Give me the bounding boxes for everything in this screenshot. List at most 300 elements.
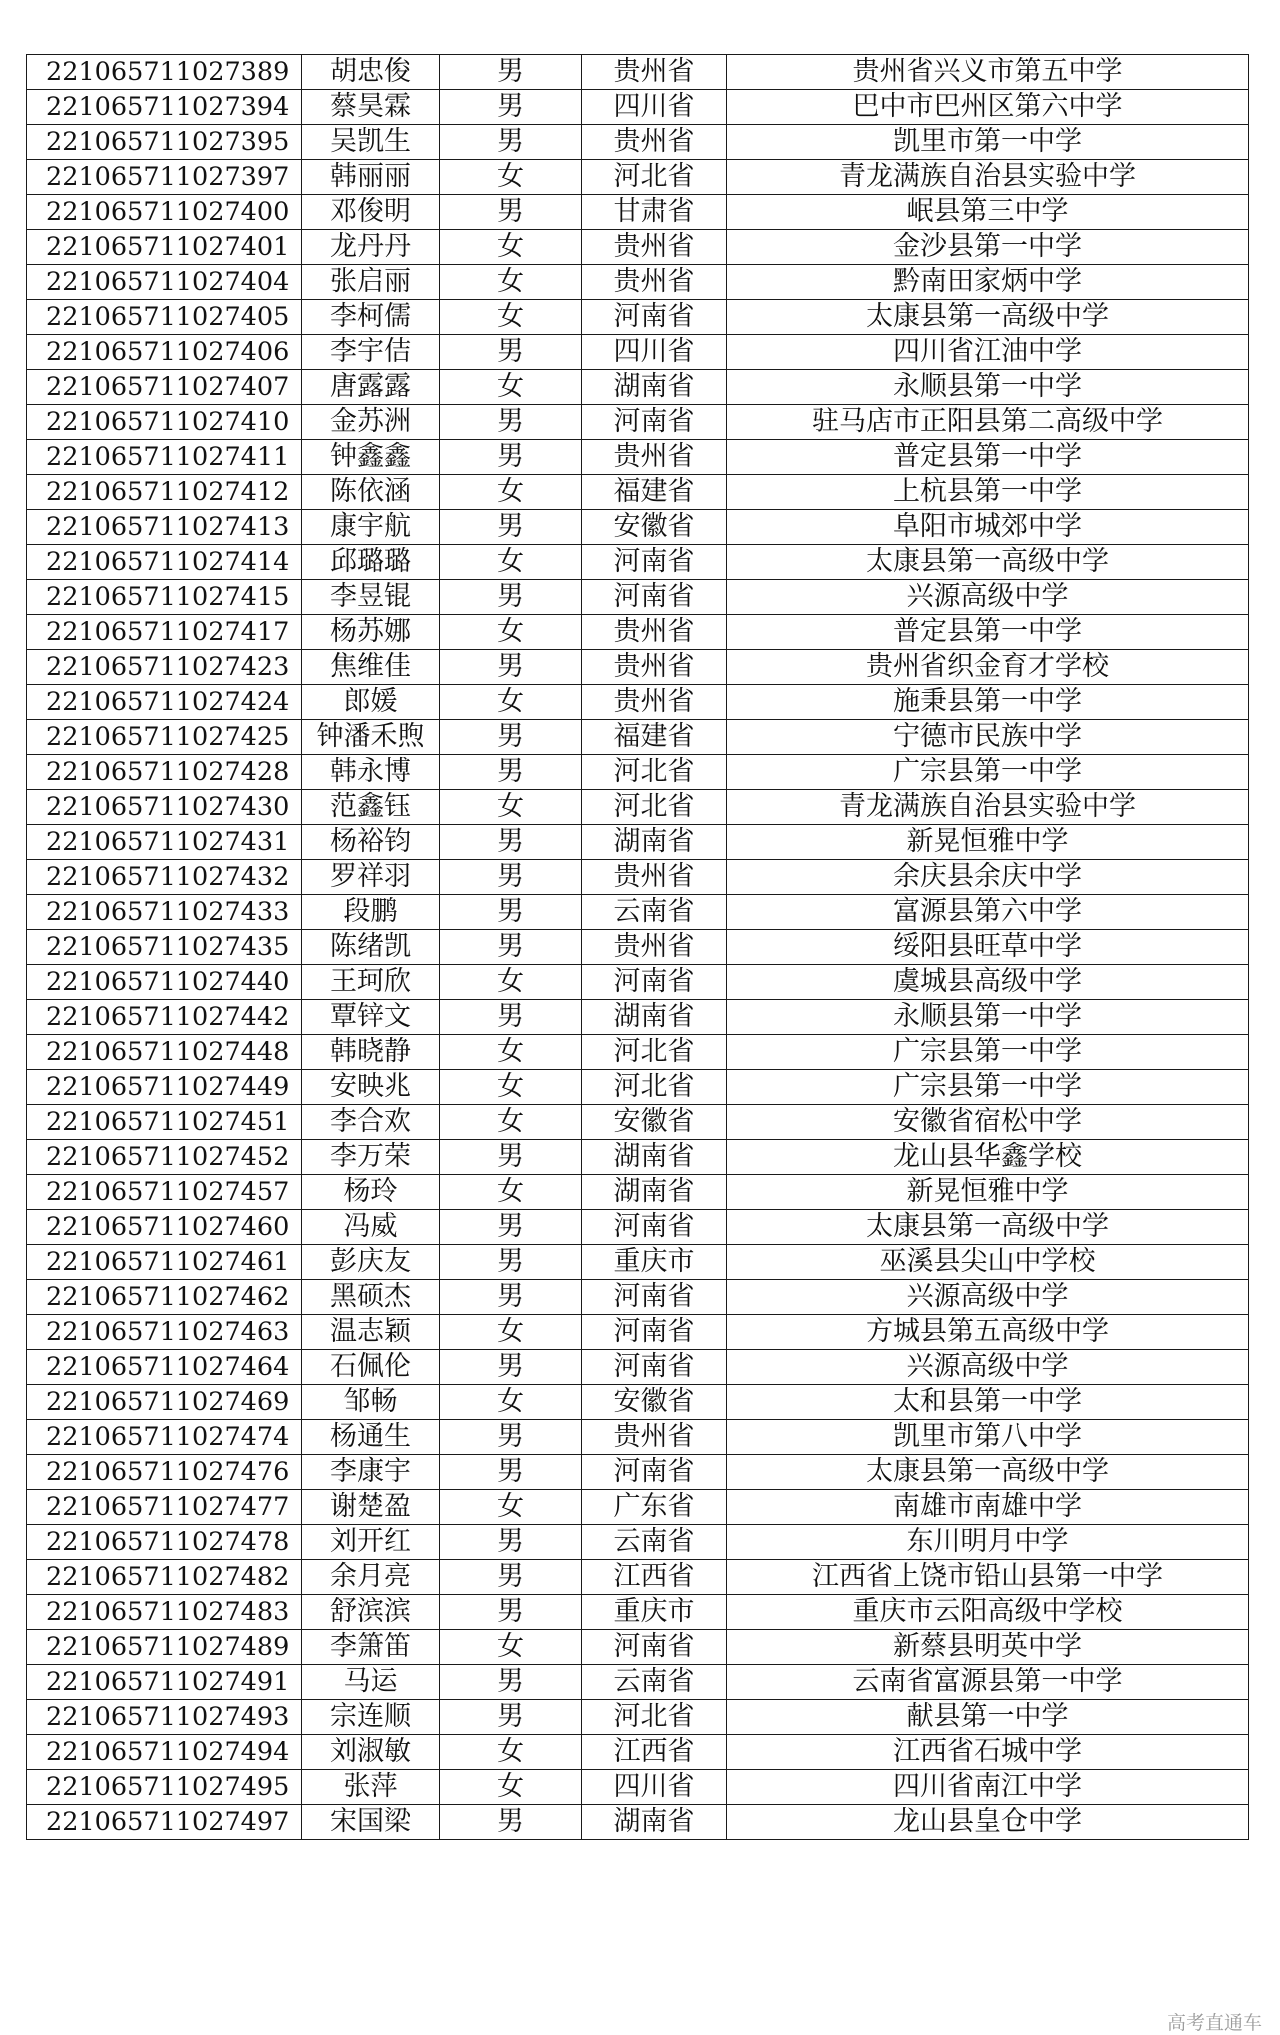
province-cell: 重庆市 xyxy=(582,1245,727,1280)
province-cell: 湖南省 xyxy=(582,825,727,860)
province-cell: 安徽省 xyxy=(582,1385,727,1420)
province-cell: 湖南省 xyxy=(582,1175,727,1210)
name-cell: 杨玲 xyxy=(302,1175,440,1210)
province-cell: 河北省 xyxy=(582,1035,727,1070)
table-row xyxy=(27,720,1249,755)
exam-id-cell: 221065711027440 xyxy=(27,965,302,1000)
name-cell: 吴凯生 xyxy=(302,125,440,160)
school-cell: 青龙满族自治县实验中学 xyxy=(727,790,1249,825)
table-row xyxy=(27,685,1249,720)
table-row xyxy=(27,1315,1249,1350)
exam-id-cell: 221065711027449 xyxy=(27,1070,302,1105)
school-cell: 太康县第一高级中学 xyxy=(727,300,1249,335)
gender-cell: 女 xyxy=(440,685,582,720)
gender-cell: 男 xyxy=(440,335,582,370)
name-cell: 马运 xyxy=(302,1665,440,1700)
school-cell: 金沙县第一中学 xyxy=(727,230,1249,265)
province-cell: 贵州省 xyxy=(582,1420,727,1455)
exam-id-cell: 221065711027463 xyxy=(27,1315,302,1350)
school-cell: 太康县第一高级中学 xyxy=(727,545,1249,580)
exam-id-cell: 221065711027483 xyxy=(27,1595,302,1630)
name-cell: 李合欢 xyxy=(302,1105,440,1140)
gender-cell: 女 xyxy=(440,545,582,580)
gender-cell: 男 xyxy=(440,1455,582,1490)
table-row xyxy=(27,1490,1249,1525)
table-row xyxy=(27,1245,1249,1280)
school-cell: 兴源高级中学 xyxy=(727,580,1249,615)
table-row xyxy=(27,230,1249,265)
gender-cell: 男 xyxy=(440,580,582,615)
school-cell: 普定县第一中学 xyxy=(727,615,1249,650)
province-cell: 贵州省 xyxy=(582,930,727,965)
name-cell: 李昱锟 xyxy=(302,580,440,615)
exam-id-cell: 221065711027452 xyxy=(27,1140,302,1175)
gender-cell: 女 xyxy=(440,790,582,825)
name-cell: 韩晓静 xyxy=(302,1035,440,1070)
school-cell: 宁德市民族中学 xyxy=(727,720,1249,755)
province-cell: 四川省 xyxy=(582,1770,727,1805)
school-cell: 永顺县第一中学 xyxy=(727,370,1249,405)
table-row xyxy=(27,1630,1249,1665)
school-cell: 安徽省宿松中学 xyxy=(727,1105,1249,1140)
name-cell: 邓俊明 xyxy=(302,195,440,230)
table-row xyxy=(27,965,1249,1000)
school-cell: 云南省富源县第一中学 xyxy=(727,1665,1249,1700)
school-cell: 太康县第一高级中学 xyxy=(727,1455,1249,1490)
school-cell: 富源县第六中学 xyxy=(727,895,1249,930)
exam-id-cell: 221065711027423 xyxy=(27,650,302,685)
province-cell: 河南省 xyxy=(582,545,727,580)
province-cell: 江西省 xyxy=(582,1735,727,1770)
school-cell: 兴源高级中学 xyxy=(727,1350,1249,1385)
name-cell: 张启丽 xyxy=(302,265,440,300)
exam-id-cell: 221065711027476 xyxy=(27,1455,302,1490)
name-cell: 覃锌文 xyxy=(302,1000,440,1035)
province-cell: 湖南省 xyxy=(582,1805,727,1840)
exam-id-cell: 221065711027491 xyxy=(27,1665,302,1700)
school-cell: 施秉县第一中学 xyxy=(727,685,1249,720)
exam-id-cell: 221065711027431 xyxy=(27,825,302,860)
exam-id-cell: 221065711027404 xyxy=(27,265,302,300)
exam-id-cell: 221065711027406 xyxy=(27,335,302,370)
exam-id-cell: 221065711027462 xyxy=(27,1280,302,1315)
exam-id-cell: 221065711027448 xyxy=(27,1035,302,1070)
school-cell: 四川省南江中学 xyxy=(727,1770,1249,1805)
table-row xyxy=(27,1560,1249,1595)
name-cell: 罗祥羽 xyxy=(302,860,440,895)
gender-cell: 女 xyxy=(440,160,582,195)
name-cell: 唐露露 xyxy=(302,370,440,405)
name-cell: 刘开红 xyxy=(302,1525,440,1560)
province-cell: 安徽省 xyxy=(582,510,727,545)
gender-cell: 女 xyxy=(440,965,582,1000)
exam-id-cell: 221065711027442 xyxy=(27,1000,302,1035)
exam-id-cell: 221065711027489 xyxy=(27,1630,302,1665)
table-row xyxy=(27,1525,1249,1560)
exam-id-cell: 221065711027389 xyxy=(27,55,302,90)
name-cell: 金苏洲 xyxy=(302,405,440,440)
exam-id-cell: 221065711027415 xyxy=(27,580,302,615)
gender-cell: 男 xyxy=(440,1210,582,1245)
name-cell: 杨裕钧 xyxy=(302,825,440,860)
exam-id-cell: 221065711027430 xyxy=(27,790,302,825)
name-cell: 余月亮 xyxy=(302,1560,440,1595)
province-cell: 河南省 xyxy=(582,1280,727,1315)
name-cell: 钟鑫鑫 xyxy=(302,440,440,475)
gender-cell: 男 xyxy=(440,90,582,125)
province-cell: 河南省 xyxy=(582,1315,727,1350)
gender-cell: 男 xyxy=(440,1245,582,1280)
table-row xyxy=(27,1665,1249,1700)
province-cell: 贵州省 xyxy=(582,265,727,300)
name-cell: 黑硕杰 xyxy=(302,1280,440,1315)
table-row xyxy=(27,90,1249,125)
table-row xyxy=(27,510,1249,545)
name-cell: 张萍 xyxy=(302,1770,440,1805)
table-row xyxy=(27,545,1249,580)
province-cell: 福建省 xyxy=(582,720,727,755)
gender-cell: 男 xyxy=(440,930,582,965)
table-row xyxy=(27,1700,1249,1735)
gender-cell: 男 xyxy=(440,55,582,90)
name-cell: 石佩伦 xyxy=(302,1350,440,1385)
exam-id-cell: 221065711027428 xyxy=(27,755,302,790)
name-cell: 杨苏娜 xyxy=(302,615,440,650)
school-cell: 太康县第一高级中学 xyxy=(727,1210,1249,1245)
school-cell: 青龙满族自治县实验中学 xyxy=(727,160,1249,195)
exam-id-cell: 221065711027435 xyxy=(27,930,302,965)
gender-cell: 女 xyxy=(440,1490,582,1525)
exam-id-cell: 221065711027413 xyxy=(27,510,302,545)
name-cell: 杨通生 xyxy=(302,1420,440,1455)
table-row xyxy=(27,1035,1249,1070)
watermark-text: 高考直通车 xyxy=(1166,2012,1262,2034)
gender-cell: 女 xyxy=(440,1175,582,1210)
gender-cell: 男 xyxy=(440,1350,582,1385)
exam-id-cell: 221065711027464 xyxy=(27,1350,302,1385)
table-row xyxy=(27,825,1249,860)
name-cell: 李箫笛 xyxy=(302,1630,440,1665)
exam-id-cell: 221065711027433 xyxy=(27,895,302,930)
gender-cell: 女 xyxy=(440,300,582,335)
province-cell: 贵州省 xyxy=(582,685,727,720)
exam-id-cell: 221065711027395 xyxy=(27,125,302,160)
exam-id-cell: 221065711027497 xyxy=(27,1805,302,1840)
gender-cell: 男 xyxy=(440,125,582,160)
gender-cell: 男 xyxy=(440,405,582,440)
table-row xyxy=(27,55,1249,90)
province-cell: 安徽省 xyxy=(582,1105,727,1140)
gender-cell: 女 xyxy=(440,1035,582,1070)
province-cell: 四川省 xyxy=(582,90,727,125)
exam-id-cell: 221065711027469 xyxy=(27,1385,302,1420)
table-row xyxy=(27,1595,1249,1630)
gender-cell: 女 xyxy=(440,615,582,650)
exam-id-cell: 221065711027401 xyxy=(27,230,302,265)
exam-id-cell: 221065711027494 xyxy=(27,1735,302,1770)
table-row xyxy=(27,755,1249,790)
table-row xyxy=(27,405,1249,440)
province-cell: 贵州省 xyxy=(582,55,727,90)
gender-cell: 男 xyxy=(440,1000,582,1035)
province-cell: 广东省 xyxy=(582,1490,727,1525)
name-cell: 刘淑敏 xyxy=(302,1735,440,1770)
school-cell: 新晃恒雅中学 xyxy=(727,1175,1249,1210)
table-row xyxy=(27,1805,1249,1840)
province-cell: 河北省 xyxy=(582,1700,727,1735)
name-cell: 段鹏 xyxy=(302,895,440,930)
table-row xyxy=(27,615,1249,650)
roster-sheet xyxy=(26,54,1248,1840)
province-cell: 福建省 xyxy=(582,475,727,510)
name-cell: 李康宇 xyxy=(302,1455,440,1490)
school-cell: 龙山县皇仓中学 xyxy=(727,1805,1249,1840)
school-cell: 广宗县第一中学 xyxy=(727,755,1249,790)
school-cell: 广宗县第一中学 xyxy=(727,1035,1249,1070)
province-cell: 重庆市 xyxy=(582,1595,727,1630)
province-cell: 贵州省 xyxy=(582,125,727,160)
name-cell: 龙丹丹 xyxy=(302,230,440,265)
table-row xyxy=(27,160,1249,195)
table-row xyxy=(27,790,1249,825)
exam-id-cell: 221065711027425 xyxy=(27,720,302,755)
table-row xyxy=(27,300,1249,335)
name-cell: 安映兆 xyxy=(302,1070,440,1105)
province-cell: 河南省 xyxy=(582,1630,727,1665)
school-cell: 岷县第三中学 xyxy=(727,195,1249,230)
exam-id-cell: 221065711027394 xyxy=(27,90,302,125)
gender-cell: 女 xyxy=(440,1735,582,1770)
school-cell: 重庆市云阳高级中学校 xyxy=(727,1595,1249,1630)
province-cell: 云南省 xyxy=(582,895,727,930)
name-cell: 舒滨滨 xyxy=(302,1595,440,1630)
table-row xyxy=(27,1175,1249,1210)
table-row xyxy=(27,370,1249,405)
gender-cell: 男 xyxy=(440,510,582,545)
exam-id-cell: 221065711027451 xyxy=(27,1105,302,1140)
table-row xyxy=(27,650,1249,685)
exam-id-cell: 221065711027414 xyxy=(27,545,302,580)
gender-cell: 男 xyxy=(440,1420,582,1455)
exam-id-cell: 221065711027493 xyxy=(27,1700,302,1735)
school-cell: 巫溪县尖山中学校 xyxy=(727,1245,1249,1280)
exam-id-cell: 221065711027477 xyxy=(27,1490,302,1525)
gender-cell: 女 xyxy=(440,475,582,510)
province-cell: 河南省 xyxy=(582,300,727,335)
gender-cell: 男 xyxy=(440,650,582,685)
gender-cell: 女 xyxy=(440,1070,582,1105)
gender-cell: 男 xyxy=(440,860,582,895)
gender-cell: 女 xyxy=(440,265,582,300)
province-cell: 贵州省 xyxy=(582,440,727,475)
table-row xyxy=(27,125,1249,160)
gender-cell: 男 xyxy=(440,1595,582,1630)
table-row xyxy=(27,930,1249,965)
table-row xyxy=(27,580,1249,615)
school-cell: 江西省上饶市铅山县第一中学 xyxy=(727,1560,1249,1595)
gender-cell: 男 xyxy=(440,195,582,230)
school-cell: 南雄市南雄中学 xyxy=(727,1490,1249,1525)
gender-cell: 女 xyxy=(440,1385,582,1420)
province-cell: 四川省 xyxy=(582,335,727,370)
gender-cell: 男 xyxy=(440,1665,582,1700)
table-row xyxy=(27,1770,1249,1805)
name-cell: 焦维佳 xyxy=(302,650,440,685)
school-cell: 阜阳市城郊中学 xyxy=(727,510,1249,545)
exam-id-cell: 221065711027495 xyxy=(27,1770,302,1805)
name-cell: 康宇航 xyxy=(302,510,440,545)
table-row xyxy=(27,1140,1249,1175)
table-row xyxy=(27,1000,1249,1035)
exam-id-cell: 221065711027407 xyxy=(27,370,302,405)
gender-cell: 女 xyxy=(440,1315,582,1350)
school-cell: 黔南田家炳中学 xyxy=(727,265,1249,300)
school-cell: 四川省江油中学 xyxy=(727,335,1249,370)
student-table xyxy=(26,54,1249,1840)
exam-id-cell: 221065711027461 xyxy=(27,1245,302,1280)
table-row xyxy=(27,1210,1249,1245)
school-cell: 贵州省兴义市第五中学 xyxy=(727,55,1249,90)
province-cell: 河北省 xyxy=(582,755,727,790)
gender-cell: 女 xyxy=(440,230,582,265)
gender-cell: 男 xyxy=(440,720,582,755)
province-cell: 河南省 xyxy=(582,405,727,440)
school-cell: 广宗县第一中学 xyxy=(727,1070,1249,1105)
province-cell: 湖南省 xyxy=(582,1000,727,1035)
school-cell: 新蔡县明英中学 xyxy=(727,1630,1249,1665)
exam-id-cell: 221065711027400 xyxy=(27,195,302,230)
exam-id-cell: 221065711027424 xyxy=(27,685,302,720)
name-cell: 王珂欣 xyxy=(302,965,440,1000)
province-cell: 贵州省 xyxy=(582,860,727,895)
name-cell: 彭庆友 xyxy=(302,1245,440,1280)
province-cell: 云南省 xyxy=(582,1525,727,1560)
name-cell: 冯威 xyxy=(302,1210,440,1245)
name-cell: 李宇佶 xyxy=(302,335,440,370)
student-table-body xyxy=(27,55,1249,1840)
school-cell: 凯里市第一中学 xyxy=(727,125,1249,160)
name-cell: 温志颖 xyxy=(302,1315,440,1350)
province-cell: 河南省 xyxy=(582,1455,727,1490)
school-cell: 上杭县第一中学 xyxy=(727,475,1249,510)
name-cell: 邱璐璐 xyxy=(302,545,440,580)
gender-cell: 男 xyxy=(440,755,582,790)
school-cell: 驻马店市正阳县第二高级中学 xyxy=(727,405,1249,440)
school-cell: 贵州省织金育才学校 xyxy=(727,650,1249,685)
province-cell: 贵州省 xyxy=(582,650,727,685)
exam-id-cell: 221065711027412 xyxy=(27,475,302,510)
table-row xyxy=(27,440,1249,475)
name-cell: 李柯儒 xyxy=(302,300,440,335)
exam-id-cell: 221065711027482 xyxy=(27,1560,302,1595)
table-row xyxy=(27,475,1249,510)
province-cell: 河南省 xyxy=(582,1210,727,1245)
name-cell: 韩永博 xyxy=(302,755,440,790)
school-cell: 绥阳县旺草中学 xyxy=(727,930,1249,965)
school-cell: 龙山县华鑫学校 xyxy=(727,1140,1249,1175)
province-cell: 河南省 xyxy=(582,1350,727,1385)
name-cell: 谢楚盈 xyxy=(302,1490,440,1525)
province-cell: 河南省 xyxy=(582,965,727,1000)
table-row xyxy=(27,195,1249,230)
table-row xyxy=(27,335,1249,370)
name-cell: 邹畅 xyxy=(302,1385,440,1420)
school-cell: 方城县第五高级中学 xyxy=(727,1315,1249,1350)
gender-cell: 女 xyxy=(440,1105,582,1140)
name-cell: 宗连顺 xyxy=(302,1700,440,1735)
exam-id-cell: 221065711027432 xyxy=(27,860,302,895)
name-cell: 范鑫钰 xyxy=(302,790,440,825)
province-cell: 甘肃省 xyxy=(582,195,727,230)
school-cell: 巴中市巴州区第六中学 xyxy=(727,90,1249,125)
name-cell: 韩丽丽 xyxy=(302,160,440,195)
school-cell: 新晃恒雅中学 xyxy=(727,825,1249,860)
school-cell: 普定县第一中学 xyxy=(727,440,1249,475)
table-row xyxy=(27,860,1249,895)
name-cell: 钟潘禾煦 xyxy=(302,720,440,755)
exam-id-cell: 221065711027457 xyxy=(27,1175,302,1210)
school-cell: 永顺县第一中学 xyxy=(727,1000,1249,1035)
school-cell: 余庆县余庆中学 xyxy=(727,860,1249,895)
gender-cell: 女 xyxy=(440,370,582,405)
table-row xyxy=(27,1280,1249,1315)
name-cell: 宋国梁 xyxy=(302,1805,440,1840)
gender-cell: 女 xyxy=(440,1770,582,1805)
gender-cell: 男 xyxy=(440,1805,582,1840)
exam-id-cell: 221065711027405 xyxy=(27,300,302,335)
gender-cell: 男 xyxy=(440,1700,582,1735)
table-row xyxy=(27,895,1249,930)
exam-id-cell: 221065711027478 xyxy=(27,1525,302,1560)
province-cell: 河南省 xyxy=(582,580,727,615)
province-cell: 贵州省 xyxy=(582,615,727,650)
table-row xyxy=(27,1420,1249,1455)
school-cell: 凯里市第八中学 xyxy=(727,1420,1249,1455)
school-cell: 太和县第一中学 xyxy=(727,1385,1249,1420)
table-row xyxy=(27,1385,1249,1420)
gender-cell: 男 xyxy=(440,1560,582,1595)
school-cell: 虞城县高级中学 xyxy=(727,965,1249,1000)
school-cell: 献县第一中学 xyxy=(727,1700,1249,1735)
exam-id-cell: 221065711027397 xyxy=(27,160,302,195)
province-cell: 湖南省 xyxy=(582,370,727,405)
exam-id-cell: 221065711027474 xyxy=(27,1420,302,1455)
school-cell: 江西省石城中学 xyxy=(727,1735,1249,1770)
name-cell: 郎媛 xyxy=(302,685,440,720)
exam-id-cell: 221065711027417 xyxy=(27,615,302,650)
gender-cell: 女 xyxy=(440,1630,582,1665)
name-cell: 胡忠俊 xyxy=(302,55,440,90)
gender-cell: 男 xyxy=(440,440,582,475)
table-row xyxy=(27,265,1249,300)
table-row xyxy=(27,1455,1249,1490)
name-cell: 蔡昊霖 xyxy=(302,90,440,125)
school-cell: 东川明月中学 xyxy=(727,1525,1249,1560)
exam-id-cell: 221065711027411 xyxy=(27,440,302,475)
province-cell: 湖南省 xyxy=(582,1140,727,1175)
gender-cell: 男 xyxy=(440,1140,582,1175)
name-cell: 李万荣 xyxy=(302,1140,440,1175)
name-cell: 陈依涵 xyxy=(302,475,440,510)
name-cell: 陈绪凯 xyxy=(302,930,440,965)
province-cell: 河北省 xyxy=(582,790,727,825)
table-row xyxy=(27,1105,1249,1140)
province-cell: 江西省 xyxy=(582,1560,727,1595)
table-row xyxy=(27,1350,1249,1385)
province-cell: 云南省 xyxy=(582,1665,727,1700)
exam-id-cell: 221065711027460 xyxy=(27,1210,302,1245)
province-cell: 贵州省 xyxy=(582,230,727,265)
